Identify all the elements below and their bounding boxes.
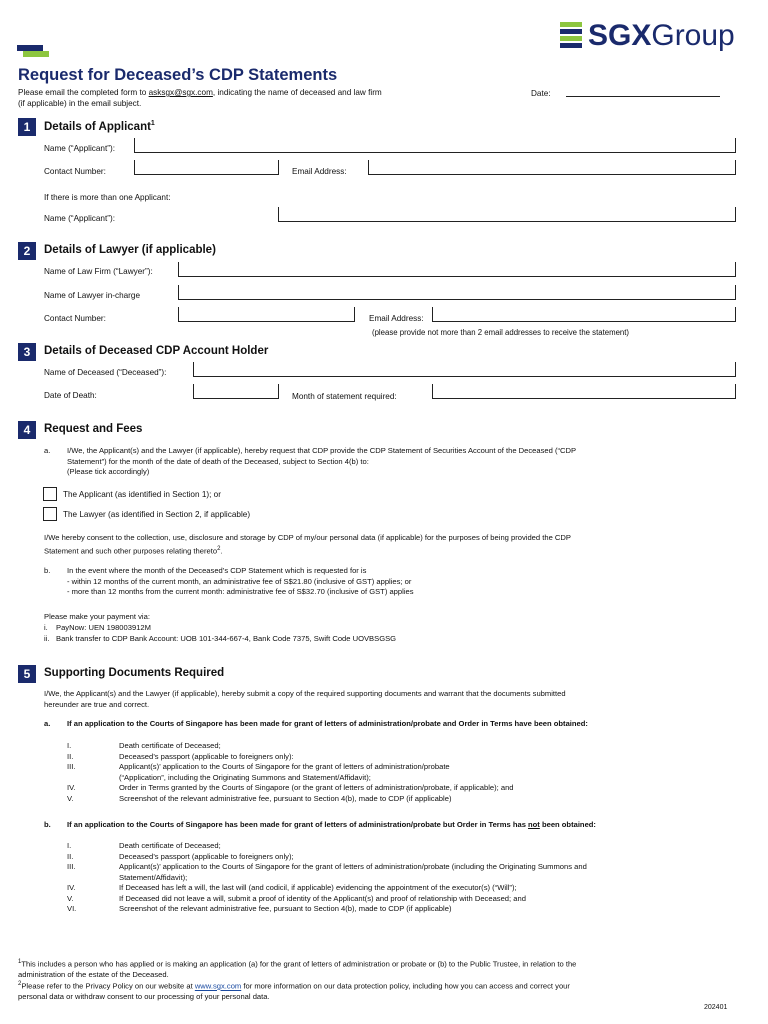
section-3-title: Details of Deceased CDP Account Holder <box>44 345 269 357</box>
documents-b-heading: If an application to the Courts of Singapore has been made for grant of letters of administration/probate but Order in Terms has not been obtained: <box>67 820 596 829</box>
payment-option-paynow: i. PayNow: UEN 198003912M <box>44 623 151 632</box>
date-of-death-field[interactable] <box>193 384 279 399</box>
request-a-text: I/We, the Applicant(s) and the Lawyer (if applicable), hereby request that CDP provide the CDP Statement of Securities Account of the Deceased (“CDP Statement”) for the month of the date of death of the Deceased, subject to Section 4(b) to: (Please tick accordingly) <box>67 446 577 476</box>
sgx-logo <box>558 18 748 54</box>
list-item: IV. If Deceased has left a will, the last will (and codicil, if applicable) evidencing the appointment of the executor(s) (“Will”); <box>67 883 517 892</box>
documents-a-marker: a. <box>44 719 51 728</box>
documents-b-marker: b. <box>44 820 51 829</box>
lawyer-contact-label: Contact Number: <box>44 314 106 323</box>
law-firm-field[interactable] <box>178 262 736 277</box>
lawyer-email-note: (please provide not more than 2 email addresses to receive the statement) <box>372 328 630 337</box>
list-item: (“Application”, including the Originating Summons and Statement/Affidavit); <box>119 772 371 782</box>
applicant-2-name-field[interactable] <box>278 207 736 222</box>
lawyer-name-field[interactable] <box>178 285 736 300</box>
applicant-option-label: The Applicant (as identified in Section 1); or <box>63 490 221 499</box>
list-item: I. Death certificate of Deceased; <box>67 841 221 850</box>
deceased-name-field[interactable] <box>193 362 736 377</box>
header-accent-green <box>23 51 49 57</box>
request-b-marker: b. <box>44 566 51 575</box>
applicant-name-field[interactable] <box>134 138 736 153</box>
applicant-name-label: Name (“Applicant”): <box>44 144 115 153</box>
logo-mark-icon <box>560 22 582 48</box>
payment-label: Please make your payment via: <box>44 612 150 621</box>
section-1-number: 1 <box>18 118 36 136</box>
section-2-number: 2 <box>18 242 36 260</box>
intro-text: Please email the completed form to asksgx@sgx.com, indicating the name of deceased and law firm (if applicable) in the email subject. <box>18 88 382 108</box>
list-item: III. Applicant(s)’ application to the Courts of Singapore for the grant of letters of administration/probate (including the Originating Summons and <box>67 862 587 871</box>
list-item: II. Deceased’s passport (applicable to foreigners only); <box>67 851 294 861</box>
list-item: IV. Order in Terms granted by the Courts of Singapore (or the grant of letters of administration/probate, if applicable); and <box>67 783 514 792</box>
applicant-email-field[interactable] <box>368 160 736 175</box>
list-item: II. Deceased’s passport (applicable to foreigners only): <box>67 751 294 761</box>
section-3-number: 3 <box>18 343 36 361</box>
lawyer-checkbox[interactable] <box>43 507 57 521</box>
applicant-contact-label: Contact Number: <box>44 167 106 176</box>
applicant-checkbox[interactable] <box>43 487 57 501</box>
list-item: VI. Screenshot of the relevant administrative fee, pursuant to Section 4(b), made to CDP (if applicable) <box>67 904 452 913</box>
documents-intro: I/We, the Applicant(s) and the Lawyer (if applicable), hereby submit a copy of the required supporting documents and warrant that the documents submitted hereunder are true and correct. <box>44 689 566 709</box>
lawyer-email-field[interactable] <box>432 307 736 322</box>
lawyer-email-label: Email Address: <box>369 314 424 323</box>
section-2-title: Details of Lawyer (if applicable) <box>44 244 216 256</box>
multi-applicant-label: If there is more than one Applicant: <box>44 193 171 202</box>
lawyer-name-label: Name of Lawyer in-charge <box>44 291 141 300</box>
lawyer-option-label: The Lawyer (as identified in Section 2, if applicable) <box>63 510 251 519</box>
section-1-title: Details of Applicant$^1$ <box>44 120 155 133</box>
section-5-number: 5 <box>18 665 36 683</box>
deceased-name-label: Name of Deceased (“Deceased”): <box>44 368 167 377</box>
date-field[interactable] <box>566 96 720 97</box>
law-firm-label: Name of Law Firm (“Lawyer”): <box>44 267 153 276</box>
email-link[interactable]: asksgx@sgx.com <box>148 88 213 97</box>
documents-a-list <box>67 741 514 804</box>
applicant-email-label: Email Address: <box>292 167 347 176</box>
list-item: III. Applicant(s)’ application to the Courts of Singapore for the grant of letters of administration/probate <box>67 762 450 771</box>
section-5-title: Supporting Documents Required <box>44 667 225 679</box>
documents-b-list <box>67 841 587 915</box>
form-code: 202401 <box>704 1004 728 1011</box>
logo-sgx-text: SGX <box>588 19 652 52</box>
statement-month-label: Month of statement required: <box>292 392 397 401</box>
date-label: Date: <box>531 89 551 98</box>
documents-a-heading: If an application to the Courts of Singapore has been made for grant of letters of administration/probate and Order in Terms have been obtained: <box>67 719 588 728</box>
section-4-number: 4 <box>18 421 36 439</box>
list-item: Statement/Affidavit); <box>119 872 188 882</box>
list-item: V. If Deceased did not leave a will, submit a proof of identity of the Applicant(s) and proof of relationship with Deceased; and <box>67 893 526 903</box>
section-4-title: Request and Fees <box>44 423 143 435</box>
list-item: V. Screenshot of the relevant administrative fee, pursuant to Section 4(b), made to CDP (if applicable) <box>67 793 452 803</box>
footnote-2: $^2$Please refer to the Privacy Policy on our website at www.sgx.com for more information on our data protection policy, including how you can access and correct your personal data or withdraw consent to our processing of your personal data. <box>18 981 570 1002</box>
statement-month-field[interactable] <box>432 384 736 399</box>
request-b-text: In the event where the month of the Deceased’s CDP Statement which is requested for is - within 12 months of the current month, an administrative fee of S$21.80 (inclusive of GST) applies; or - more than 12 months from the current month: administrative fee of S$32.70 (inclusive of GST) applies <box>67 566 414 596</box>
payment-option-bank: ii. Bank transfer to CDP Bank Account: UOB 101-344-667-4, Bank Code 7375, Swift Code UOVBSGSG <box>44 634 397 643</box>
applicant-2-name-label: Name (“Applicant”): <box>44 214 115 223</box>
consent-text: I/We hereby consent to the collection, use, disclosure and storage by CDP of my/our personal data (if applicable) for the purposes of being provided the CDP Statement and such other purposes relating thereto$^2$. <box>44 533 571 556</box>
request-a-marker: a. <box>44 446 51 455</box>
logo-group-text: Group <box>651 19 735 52</box>
applicant-contact-field[interactable] <box>134 160 279 175</box>
page-title: Request for Deceased’s CDP Statements <box>18 66 338 84</box>
sgx-website-link[interactable]: www.sgx.com <box>194 981 242 991</box>
date-of-death-label: Date of Death: <box>44 391 97 400</box>
lawyer-contact-field[interactable] <box>178 307 355 322</box>
list-item: I. Death certificate of Deceased; <box>67 741 221 750</box>
footnote-1: $^1$This includes a person who has applied or is making an application (a) for the grant of letters of administration or probate or (b) to the Public Trustee, in relation to the administration of the estate of the Deceased. <box>18 959 577 980</box>
